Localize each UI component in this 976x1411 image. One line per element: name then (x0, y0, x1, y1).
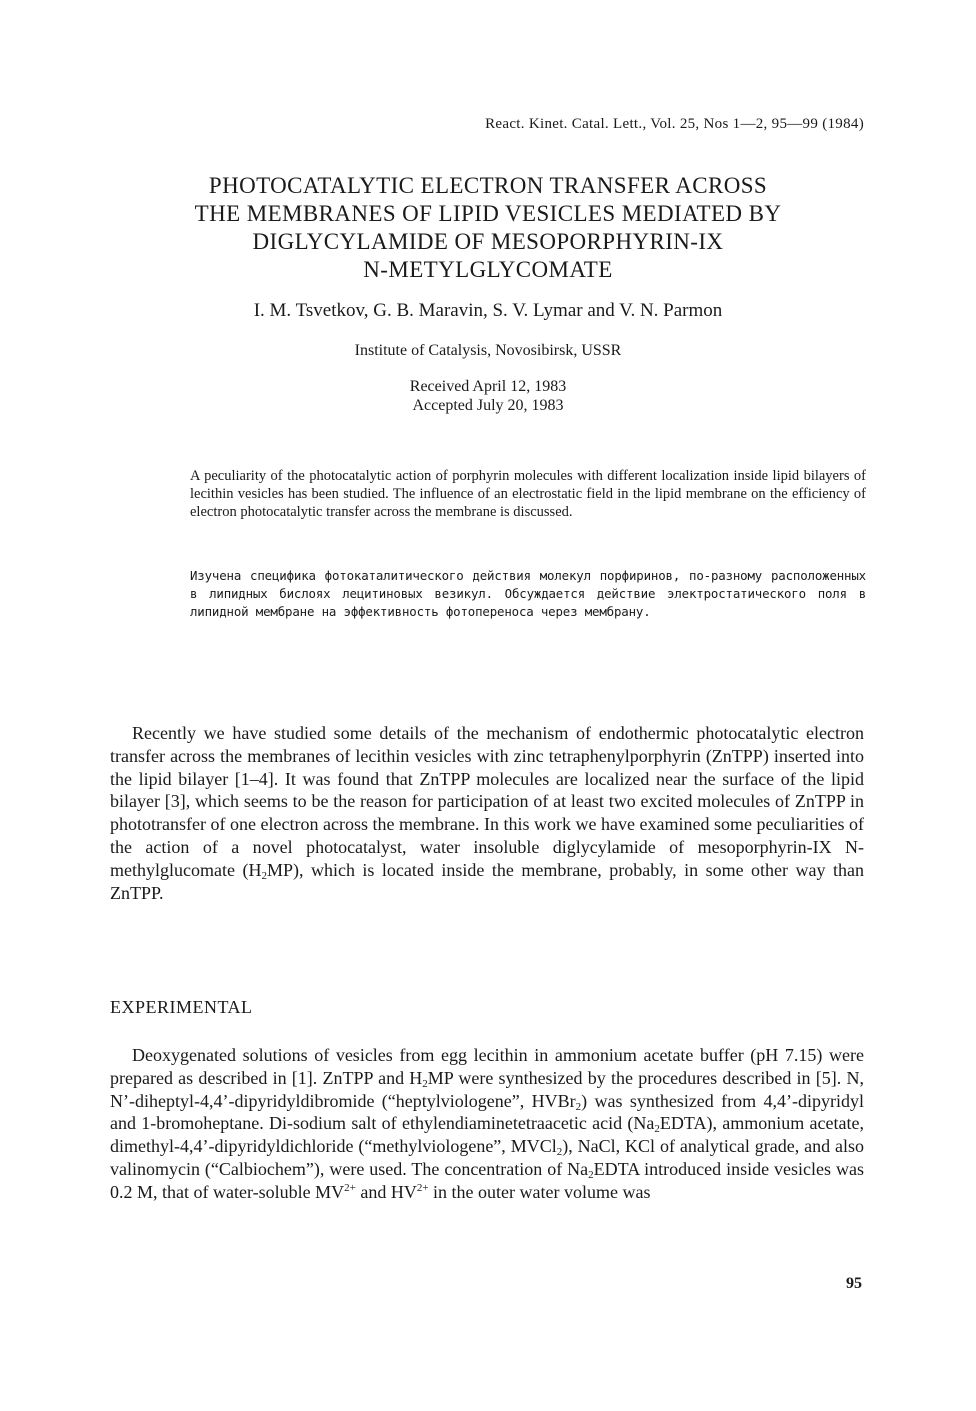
title-line: N-METYLGLYCOMATE (363, 257, 613, 282)
abstract-russian: Изучена специфика фотокаталитического действия молекул порфиринов, по-разному расположенных в липидных бислоях лецитиновых везикул. Обсуждается действие электростатического поля в липидной мембране на эффективность фотопереноса через мембрану. (190, 568, 866, 619)
superscript: 2+ (344, 1181, 356, 1194)
body-paragraph-experimental (110, 1044, 864, 1204)
affiliation: Institute of Catalysis, Novosibirsk, USSR (354, 342, 622, 359)
text-run: MP were synthesized by the procedures described in [5]. N, N’-diheptyl-4,4’-dipyridyldibromide (“heptylviologene”, HVBr (110, 1067, 864, 1111)
paper-title (120, 172, 856, 284)
subscript: 2 (654, 1123, 660, 1136)
accepted-date: Accepted July 20, 1983 (412, 397, 564, 414)
journal-reference: React. Kinet. Catal. Lett., Vol. 25, Nos 1—2, 95—99 (1984) (485, 116, 864, 132)
text-run: EDTA introduced inside vesicles was 0.2 M, that of water-soluble MV (110, 1158, 864, 1202)
text-run: ), NaCl, KCl of analytical grade, and also valinomycin (“Calbiochem”), were used. The concentration of Na (110, 1136, 864, 1179)
text-run: Recently we have studied some details of the mechanism of endothermic photocatalytic electron transfer across the membranes of lecithin vesicles with zinc tetraphenylporphyrin (ZnTPP) inserted into the lipid bilayer [1–4]. It was found that ZnTPP molecules are localized near the surface of the lipid bilayer [3], which seems to be the reason for participation of at least two excited molecules of ZnTPP in phototransfer of one electron across the membrane. In this work we have examined some peculiarities of the action of a novel photocatalyst, water insoluble diglycylamide of mesoporphyrin-IX N-methylglucomate (H (110, 723, 864, 880)
title-line: THE MEMBRANES OF LIPID VESICLES MEDIATED BY (194, 201, 782, 226)
subscript: 2 (556, 1146, 563, 1159)
superscript: 2+ (416, 1181, 429, 1194)
text-run: EDTA), ammonium acetate, dimethyl-4,4’-dipyridyldichloride (“methylviologene”, MVCl (110, 1113, 865, 1157)
text-run: in the outer water volume was (428, 1181, 651, 1202)
text-run: Deoxygenated solutions of vesicles from egg lecithin in ammonium acetate buffer (pH 7.15) were prepared as described in [1]. ZnTPP and H (110, 1045, 864, 1088)
section-heading-experimental: EXPERIMENTAL (110, 997, 253, 1017)
received-date: Received April 12, 1983 (409, 378, 567, 395)
title-line: DIGLYCYLAMIDE OF MESOPORPHYRIN-IX (252, 229, 724, 254)
subscript: 2 (422, 1077, 428, 1090)
subscript: 2 (261, 869, 267, 882)
author-list: I. M. Tsvetkov, G. B. Maravin, S. V. Lymar and V. N. Parmon (253, 300, 723, 321)
subscript: 2 (575, 1100, 582, 1113)
text-run: and HV (355, 1181, 417, 1202)
title-line: PHOTOCATALYTIC ELECTRON TRANSFER ACROSS (208, 173, 768, 198)
text-run: ) was synthesized from 4,4’-dipyridyl and 1-bromoheptane. Di-sodium salt of ethylendiaminetetraacetic acid (Na (110, 1090, 864, 1134)
subscript: 2 (588, 1168, 594, 1181)
submission-dates (0, 377, 976, 415)
text-run: MP), which is located inside the membrane, probably, in some other way than ZnTPP. (110, 859, 864, 903)
page-number: 95 (846, 1275, 862, 1292)
body-paragraph-introduction (110, 722, 864, 904)
abstract-english: A peculiarity of the photocatalytic action of porphyrin molecules with different localization inside lipid bilayers of lecithin vesicles has been studied. The influence of an electrostatic field in the lipid membrane on the efficiency of electron photocatalytic transfer across the membrane is discussed. (190, 468, 866, 520)
